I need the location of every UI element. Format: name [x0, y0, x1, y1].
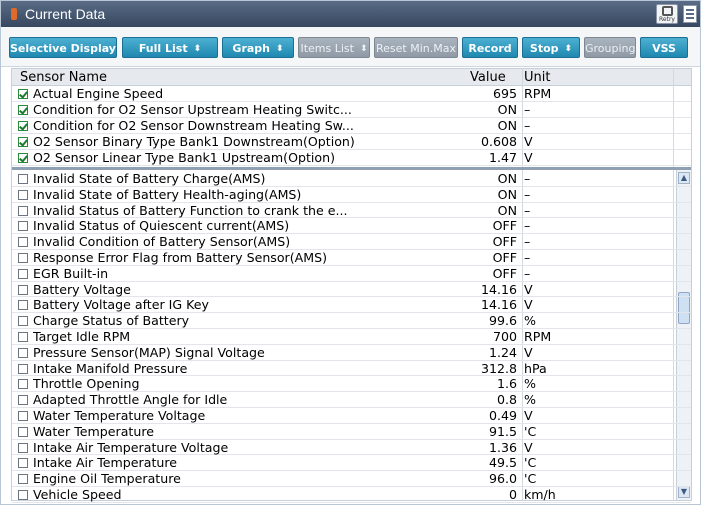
sensor-name: Engine Oil Temperature: [33, 471, 181, 487]
sensor-value: 0.8: [496, 392, 517, 408]
unchecked-checkbox[interactable]: [18, 300, 28, 310]
retry-button[interactable]: [656, 4, 678, 24]
toolbar-button-label: Full List: [138, 42, 188, 55]
unchecked-checkbox[interactable]: [18, 316, 28, 326]
list-view-icon[interactable]: [683, 5, 697, 23]
table-header: [12, 69, 691, 86]
sensor-unit: 'C: [524, 455, 537, 471]
sensor-value: 1.6: [496, 376, 517, 392]
toolbar-button-grouping[interactable]: [584, 37, 636, 58]
sensor-name: Charge Status of Battery: [33, 313, 190, 329]
unchecked-checkbox[interactable]: [18, 174, 28, 184]
table-row[interactable]: [12, 171, 691, 187]
table-row[interactable]: [12, 408, 691, 424]
title-bar: [1, 1, 700, 27]
dropdown-caret-icon: ⬍: [193, 43, 202, 54]
sensor-unit: RPM: [524, 329, 552, 344]
sensor-unit: %: [524, 313, 536, 329]
checked-checkbox[interactable]: [18, 105, 28, 115]
sensor-table: [11, 68, 692, 501]
toolbar-button-vss[interactable]: [640, 37, 688, 58]
sensor-unit: V: [524, 408, 533, 423]
sensor-name: Actual Engine Speed: [33, 86, 164, 101]
sensor-value: OFF: [492, 234, 517, 250]
sensor-value: OFF: [492, 250, 517, 265]
sensor-unit: V: [524, 134, 533, 149]
sensor-value: ON: [497, 118, 517, 133]
table-row[interactable]: [12, 392, 691, 408]
unchecked-checkbox[interactable]: [18, 221, 28, 231]
unchecked-checkbox[interactable]: [18, 332, 28, 342]
table-row[interactable]: [12, 118, 691, 134]
sensor-value: 1.36: [488, 439, 517, 455]
table-row[interactable]: [12, 150, 691, 166]
checked-checkbox[interactable]: [18, 89, 28, 99]
sensor-unit: –: [524, 250, 531, 265]
toolbar-button-record[interactable]: [462, 37, 518, 58]
unchecked-checkbox[interactable]: [18, 206, 28, 216]
toolbar-button-items-list[interactable]: [298, 37, 370, 58]
sensor-name: Water Temperature: [33, 423, 155, 439]
sensor-unit: V: [524, 344, 533, 360]
sensor-value: 0.49: [488, 408, 517, 423]
sensor-unit: –: [524, 265, 531, 281]
table-row[interactable]: [12, 250, 691, 266]
toolbar-button-label: Grouping: [585, 42, 636, 55]
unchecked-checkbox[interactable]: [18, 411, 28, 421]
sensor-name: Response Error Flag from Battery Sensor(AMS): [33, 250, 328, 265]
sensor-name: Invalid Status of Quiescent current(AMS): [33, 218, 290, 234]
sensor-name: Invalid Condition of Battery Sensor(AMS): [33, 234, 291, 250]
unchecked-checkbox[interactable]: [18, 285, 28, 295]
table-row[interactable]: [12, 313, 691, 329]
unchecked-checkbox[interactable]: [18, 364, 28, 374]
sensor-unit: –: [524, 171, 531, 186]
header-unit[interactable]: Unit: [524, 70, 551, 85]
sensor-value: 14.16: [480, 281, 517, 297]
table-row[interactable]: [12, 203, 691, 219]
table-row[interactable]: [12, 455, 691, 471]
table-row[interactable]: [12, 234, 691, 250]
sensor-value: ON: [497, 202, 517, 218]
unchecked-checkbox[interactable]: [18, 474, 28, 484]
sensor-name: Vehicle Speed: [33, 487, 122, 502]
sensor-name: Battery Voltage after IG Key: [33, 297, 209, 313]
retry-label: Retry: [659, 16, 675, 23]
sensor-value: 312.8: [480, 360, 517, 376]
dropdown-caret-icon: ⬍: [276, 43, 284, 54]
toolbar-button-selective-display[interactable]: [9, 37, 117, 58]
checked-checkbox[interactable]: [18, 137, 28, 147]
sensor-value: 1.24: [488, 344, 517, 360]
sensor-value: 695: [492, 86, 517, 101]
sensor-name: Intake Air Temperature Voltage: [33, 439, 229, 455]
unchecked-checkbox[interactable]: [18, 395, 28, 405]
sensor-unit: %: [524, 376, 536, 392]
sensor-unit: V: [524, 150, 533, 165]
table-row[interactable]: [12, 424, 691, 440]
toolbar-button-label: Items List: [300, 42, 354, 55]
table-row[interactable]: [12, 218, 691, 234]
sensor-value: 96.0: [488, 471, 517, 487]
unchecked-checkbox[interactable]: [18, 379, 28, 389]
table-row[interactable]: [12, 266, 691, 282]
toolbar-button-full-list[interactable]: [122, 37, 218, 58]
sensor-name: O2 Sensor Binary Type Bank1 Downstream(Option): [33, 134, 355, 149]
unchecked-checkbox[interactable]: [18, 490, 28, 500]
table-row[interactable]: [12, 329, 691, 345]
sensor-unit: 'C: [524, 471, 537, 487]
sensor-name: Intake Air Temperature: [33, 455, 178, 471]
table-row[interactable]: [12, 440, 691, 456]
toolbar-button-label: Reset Min.Max: [376, 42, 456, 55]
unchecked-checkbox[interactable]: [18, 458, 28, 468]
sensor-value: 14.16: [480, 297, 517, 313]
sensor-value: 99.6: [488, 313, 517, 329]
sensor-name: Battery Voltage: [33, 281, 131, 297]
app-icon: [11, 8, 17, 20]
table-row[interactable]: [12, 487, 691, 503]
dropdown-caret-icon: ⬍: [359, 43, 368, 54]
sensor-unit: RPM: [524, 86, 552, 101]
unchecked-checkbox[interactable]: [18, 427, 28, 437]
sensor-name: Target Idle RPM: [33, 329, 131, 344]
sensor-value: OFF: [492, 265, 517, 281]
unchecked-checkbox[interactable]: [18, 190, 28, 200]
sensor-name: Throttle Opening: [33, 376, 140, 392]
unchecked-checkbox[interactable]: [18, 253, 28, 263]
header-sensor-name[interactable]: Sensor Name: [20, 70, 108, 85]
sensor-unit: V: [524, 439, 533, 455]
unchecked-checkbox[interactable]: [18, 269, 28, 279]
sensor-name: Pressure Sensor(MAP) Signal Voltage: [33, 344, 265, 360]
unchecked-checkbox[interactable]: [18, 443, 28, 453]
retry-icon: [662, 6, 673, 16]
toolbar-button-stop[interactable]: [522, 37, 580, 58]
sensor-unit: hPa: [524, 360, 547, 376]
sensor-value: 49.5: [488, 455, 517, 471]
toolbar-button-graph[interactable]: [222, 37, 294, 58]
table-row[interactable]: [12, 361, 691, 377]
sensor-name: O2 Sensor Linear Type Bank1 Upstream(Option): [33, 150, 336, 165]
toolbar-button-label: Graph: [232, 42, 271, 55]
sensor-name: EGR Built-in: [33, 265, 109, 281]
table-row[interactable]: [12, 376, 691, 392]
window-title: Current Data: [25, 6, 106, 22]
toolbar-button-reset-min-max[interactable]: [374, 37, 458, 58]
sensor-unit: km/h: [524, 487, 556, 502]
sensor-name: Invalid Status of Battery Function to crank the e...: [33, 202, 348, 218]
sensor-unit: V: [524, 297, 533, 313]
sensor-unit: V: [524, 281, 533, 297]
toolbar-button-label: Record: [468, 42, 512, 55]
sensor-unit: –: [524, 186, 531, 202]
scroll-up-icon[interactable]: ▲: [678, 172, 690, 184]
table-row[interactable]: [12, 102, 691, 118]
pinned-rows-divider: [12, 167, 691, 170]
scroll-down-icon[interactable]: ▼: [678, 486, 690, 498]
sensor-name: Invalid State of Battery Charge(AMS): [33, 171, 266, 186]
sensor-name: Invalid State of Battery Health-aging(AMS): [33, 186, 302, 202]
toolbar: [1, 27, 700, 67]
sensor-value: OFF: [492, 218, 517, 234]
sensor-unit: %: [524, 392, 536, 408]
sensor-name: Intake Manifold Pressure: [33, 360, 188, 376]
toolbar-button-label: VSS: [652, 42, 676, 55]
sensor-unit: –: [524, 102, 531, 117]
sensor-name: Condition for O2 Sensor Downstream Heating Sw...: [33, 118, 354, 133]
checked-checkbox[interactable]: [18, 121, 28, 131]
table-row[interactable]: [12, 297, 691, 313]
table-row[interactable]: [12, 86, 691, 102]
sensor-name: Condition for O2 Sensor Upstream Heating Switc...: [33, 102, 352, 117]
sensor-unit: –: [524, 118, 531, 133]
sensor-unit: –: [524, 234, 531, 250]
header-value[interactable]: Value: [470, 70, 506, 85]
toolbar-button-label: Stop: [529, 42, 559, 55]
table-row[interactable]: [12, 134, 691, 150]
sensor-unit: –: [524, 202, 531, 218]
sensor-value: ON: [497, 171, 517, 186]
sensor-name: Water Temperature Voltage: [33, 408, 206, 423]
checked-checkbox[interactable]: [18, 153, 28, 163]
sensor-value: ON: [497, 186, 517, 202]
table-row[interactable]: [12, 282, 691, 298]
toolbar-button-label: Selective Display: [10, 42, 116, 55]
sensor-name: Adapted Throttle Angle for Idle: [33, 392, 228, 408]
unchecked-checkbox[interactable]: [18, 348, 28, 358]
unchecked-checkbox[interactable]: [18, 237, 28, 247]
table-row[interactable]: [12, 471, 691, 487]
sensor-value: 1.47: [488, 150, 517, 165]
sensor-value: 0.608: [480, 134, 517, 149]
sensor-unit: 'C: [524, 423, 537, 439]
sensor-unit: –: [524, 218, 531, 234]
sensor-value: ON: [497, 102, 517, 117]
dropdown-caret-icon: ⬍: [564, 43, 573, 54]
sensor-value: 0: [508, 487, 517, 502]
table-row[interactable]: [12, 187, 691, 203]
sensor-value: 700: [492, 329, 517, 344]
table-row[interactable]: [12, 345, 691, 361]
sensor-value: 91.5: [488, 423, 517, 439]
